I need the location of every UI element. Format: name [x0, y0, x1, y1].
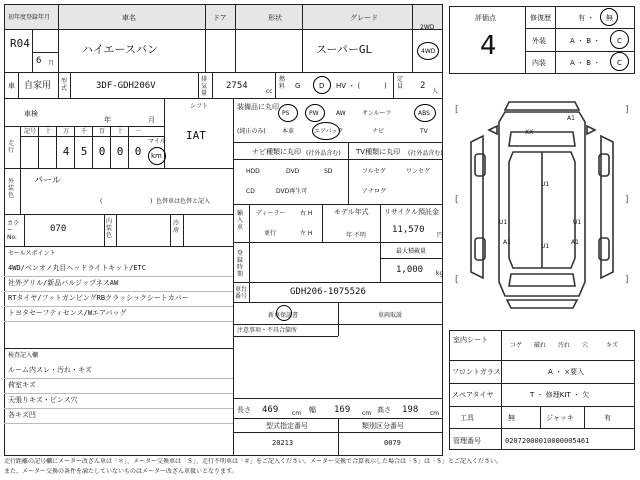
- color-no-label: カラーNo.: [7, 220, 20, 241]
- month-label-2: 月: [148, 116, 155, 124]
- mark-xx: XX: [525, 129, 534, 136]
- equipment-item: エアバック: [314, 128, 344, 135]
- kg-unit: kg: [436, 270, 444, 277]
- color-value: パール: [34, 176, 61, 186]
- running-label: 走行: [8, 140, 15, 154]
- max-load-value: 1,000: [396, 265, 424, 275]
- digit-header: 百: [98, 128, 105, 135]
- max-load-label: 最大積載量: [396, 248, 427, 255]
- reg-year-value: R04: [10, 37, 30, 50]
- model-value: 3DF-GDH206V: [96, 81, 156, 91]
- type-designation-value: 20213: [272, 439, 294, 447]
- navi-item: DVD: [286, 168, 300, 175]
- seat-item: 破れ: [534, 342, 547, 349]
- navi-item: CD: [246, 188, 255, 195]
- dealer-label: ディーラー: [256, 210, 286, 217]
- digit-header: 記号: [23, 128, 36, 135]
- km-label: km: [151, 152, 162, 160]
- mile-label: マイル: [148, 138, 166, 145]
- exterior-rating-label: 外装: [532, 37, 546, 45]
- interior-grade-circle: [610, 52, 629, 71]
- exterior-color-label: 外装色: [8, 178, 15, 199]
- inspector-note-line: ルーム内スレ・汚れ・キズ: [8, 366, 92, 374]
- left-handle: 左 H: [300, 230, 313, 237]
- car-name-label: 車名: [122, 14, 136, 22]
- score-value: 4: [480, 31, 497, 61]
- mark-a1-right: A1: [571, 239, 579, 246]
- restoration-none-circle: [600, 8, 618, 26]
- equipment-item: PS: [282, 110, 290, 117]
- svg-text:[: [: [455, 275, 459, 285]
- fuel-close: ): [384, 82, 387, 90]
- car-diagram: [449, 82, 635, 322]
- restoration-none: 無: [606, 14, 613, 22]
- equipment-label: 装備品に丸印: [237, 103, 279, 111]
- ac-label: 冷房: [173, 220, 180, 234]
- mileage-digit: 0: [134, 145, 142, 158]
- selling-point-line: トヨタセーフティセンス/Wエアバッグ: [8, 309, 127, 317]
- seat-label: 室内シート: [453, 336, 488, 344]
- tools-label: 工具: [460, 414, 474, 422]
- mark-u1-roof: U1: [541, 181, 550, 188]
- footer-line1: 走行距離の記号欄にメーター改ざん車は「＊」、メーター交換車は「＄」、走行不明車は「＃」をご記入ください。メーター交換で合算表示した場合は「＄」は「＄」とご記入ください。: [4, 458, 503, 465]
- mark-a1-left: A1: [503, 239, 511, 246]
- fuel-label: 燃料: [279, 76, 286, 90]
- door-label: ドア: [213, 14, 227, 22]
- tv-item: ワンセグ: [406, 168, 431, 175]
- shift-value: IAT: [186, 129, 206, 142]
- width-cm: cm: [362, 410, 372, 417]
- mgmt-value: 02072000010000005461: [505, 437, 590, 445]
- new-warranty-label: 新車保証書: [268, 312, 299, 319]
- drive-2wd: 2WD: [420, 24, 435, 31]
- capacity-value: 2: [420, 81, 426, 91]
- inspection-label: 車検: [24, 110, 38, 118]
- chassis-value: GDH206-1075526: [290, 287, 366, 297]
- right-side: [601, 136, 613, 278]
- mark-u1-rear: U1: [541, 243, 550, 250]
- recycle-deposit-label: リサイクル預託金: [384, 208, 440, 216]
- car-label: 車: [8, 82, 15, 90]
- rear-window: [509, 274, 575, 286]
- exterior-options: A ・ B ・: [570, 37, 601, 45]
- shape-label: 形状: [268, 14, 282, 22]
- front-glass-label: フロントガラス: [452, 368, 501, 376]
- abs-circle: [414, 104, 436, 122]
- fuel-d: D: [319, 82, 325, 90]
- fuel-hv: HV ・ (: [336, 82, 361, 90]
- selling-points-label: セールスポイント: [8, 250, 56, 257]
- length-value: 469: [262, 405, 279, 415]
- exterior-grade-circle: [610, 30, 629, 49]
- tv-item: アナログ: [362, 188, 387, 195]
- spare-label: スペアタイヤ: [452, 391, 494, 399]
- mgmt-label: 管理番号: [453, 437, 481, 445]
- use-value: 自家用: [24, 81, 52, 91]
- airbag-circle: [312, 122, 340, 140]
- selling-point-line: 社外グリル/新品バルジップネスAW: [8, 279, 119, 287]
- recycle-deposit-value: 11,570: [392, 225, 425, 235]
- jack-value: 有: [604, 414, 611, 422]
- restoration-label: 修復歴: [530, 14, 551, 22]
- paren-open: (: [100, 198, 103, 205]
- tv-sub: (社外品含む): [408, 150, 443, 157]
- navi-item: DVD再生可: [276, 188, 308, 195]
- cc-unit: cc: [266, 88, 273, 95]
- mileage-digit: 5: [80, 145, 88, 158]
- year-label: 年: [104, 116, 111, 124]
- pw-circle: [305, 104, 325, 122]
- height-cm: cm: [430, 410, 440, 417]
- seat-item: コゲ: [510, 342, 523, 349]
- color-change-note: 色替車は色替と記入: [156, 198, 211, 205]
- right-handle: 右 H: [300, 210, 313, 217]
- km-circle: [148, 147, 166, 165]
- mileage-digit: 4: [62, 145, 70, 158]
- vehicle-manual-label: 車両取説: [378, 312, 403, 319]
- grade-label: グレード: [350, 14, 378, 22]
- svg-text:]: ]: [625, 105, 629, 115]
- digit-header: 十: [44, 128, 51, 135]
- digit-header: 一: [134, 128, 141, 135]
- mileage-digit: 0: [98, 145, 106, 158]
- mark-u1-left: U1: [499, 219, 508, 226]
- registration-label: 登録時期: [237, 250, 244, 278]
- navi-item: HDD: [246, 168, 260, 175]
- shift-label: シフト: [190, 103, 209, 110]
- svg-text:]: ]: [625, 275, 629, 285]
- digit-header: 千: [80, 128, 87, 135]
- tv-label: TV種類に丸印: [356, 148, 401, 156]
- exterior-grade: C: [617, 37, 622, 45]
- score-label: 評価点: [475, 14, 496, 22]
- displacement-value: 2754: [226, 81, 248, 91]
- navi-item: SD: [324, 168, 333, 175]
- navi-sub: (社外品含む): [306, 150, 341, 157]
- inspector-note-line: 荷室キズ: [8, 381, 36, 389]
- notice-label: 注意事項・不具合箇所: [237, 327, 298, 334]
- equipment-item: AW: [336, 110, 346, 117]
- width-label: 幅: [309, 406, 316, 414]
- height-label: 高さ: [377, 406, 391, 414]
- interior-options: A ・ B ・: [570, 59, 601, 67]
- footer-line2: また、メーター交換の条件を満たしていないものはメーター改ざん車扱いとなります。: [4, 468, 238, 475]
- class-value: 0079: [384, 439, 401, 447]
- class-label: 類別区分番号: [362, 422, 404, 430]
- left-side: [471, 136, 483, 278]
- drive-4wd-circle: [417, 42, 439, 60]
- inspector-note-line: 各キズ凹: [8, 411, 36, 419]
- svg-text:[: [: [455, 105, 459, 115]
- interior-rating-label: 内装: [532, 59, 546, 67]
- warranty-circle: [276, 305, 292, 321]
- length-cm: cm: [292, 410, 302, 417]
- car-name-value: ハイエースバン: [82, 43, 159, 56]
- navi-label: ナビ種類に丸印: [252, 148, 301, 156]
- reg-year-label: 初年度登録年月: [8, 14, 51, 21]
- equipment-item: ABS: [418, 110, 430, 117]
- model-year-value: 年 不明: [346, 232, 366, 239]
- selling-point-line: 4WD/ベンオノ丸目ヘッドライトキット/ETC: [8, 264, 146, 272]
- month-unit: 月: [48, 60, 55, 67]
- inspector-note-line: 天張りキズ・ピンス穴: [8, 396, 78, 404]
- width-value: 169: [334, 405, 351, 415]
- tools-value: 無: [508, 414, 515, 422]
- model-year-label: モデル年式: [334, 208, 369, 216]
- svg-text:[: [: [455, 195, 459, 205]
- equipment-item: TV: [420, 128, 428, 135]
- interior-color-label: 内装色: [106, 218, 113, 239]
- displacement-label: 排気量: [201, 76, 208, 97]
- tv-item: フルセグ: [362, 168, 386, 175]
- windshield: [509, 132, 575, 146]
- front-glass-value: A ・ ×要入: [548, 368, 585, 376]
- inspector-label: 検査記入欄: [8, 352, 39, 359]
- color-no-value: 070: [50, 224, 67, 234]
- digit-header: 十: [116, 128, 123, 135]
- equipment-item: PW: [309, 110, 319, 117]
- model-label: 型式: [61, 78, 68, 92]
- seat-item: 穴: [582, 342, 589, 349]
- parallel-label: 並行: [264, 230, 277, 237]
- paren-close: ): [150, 198, 153, 205]
- equipment-item: ナビ: [372, 128, 385, 135]
- svg-text:]: ]: [625, 195, 629, 205]
- mileage-digit: 0: [116, 145, 124, 158]
- drive-4wd: 4WD: [421, 48, 436, 55]
- ps-circle: [278, 104, 298, 122]
- seat-item: 汚れ: [558, 342, 571, 349]
- seat-item: キズ: [606, 342, 618, 349]
- restoration-options: 有 ・: [578, 14, 595, 22]
- selling-point-line: RTタイヤ/フットガンピングRBクラッシックシートカバー: [8, 294, 189, 302]
- chassis-label: 車台番号: [235, 286, 248, 300]
- interior-grade: C: [617, 59, 622, 67]
- length-label: 長さ: [237, 406, 251, 414]
- spare-value: T ・ 修理KIT ・ 欠: [530, 391, 590, 399]
- fuel-d-circle: [313, 76, 331, 94]
- equipment-item: サンルーフ: [362, 110, 392, 117]
- equipment-sub: (純正のみ): [237, 128, 266, 135]
- yen-unit: 円: [437, 232, 444, 239]
- capacity-label: 定員: [397, 76, 404, 90]
- type-designation-label: 型式指定番号: [266, 422, 308, 430]
- mark-u1-right: U1: [573, 219, 582, 226]
- fuel-g: G: [295, 82, 301, 90]
- mark-a1-front: A1: [567, 115, 575, 122]
- equipment-item: 本革: [282, 128, 295, 135]
- reg-month-value: 6: [36, 56, 42, 66]
- capacity-unit: 人: [432, 88, 439, 95]
- import-label: 輸入車: [237, 210, 244, 231]
- digit-header: 万: [62, 128, 69, 135]
- jack-label: ジャッキ: [546, 414, 574, 422]
- height-value: 198: [402, 405, 419, 415]
- grade-value: スーパーGL: [316, 43, 373, 56]
